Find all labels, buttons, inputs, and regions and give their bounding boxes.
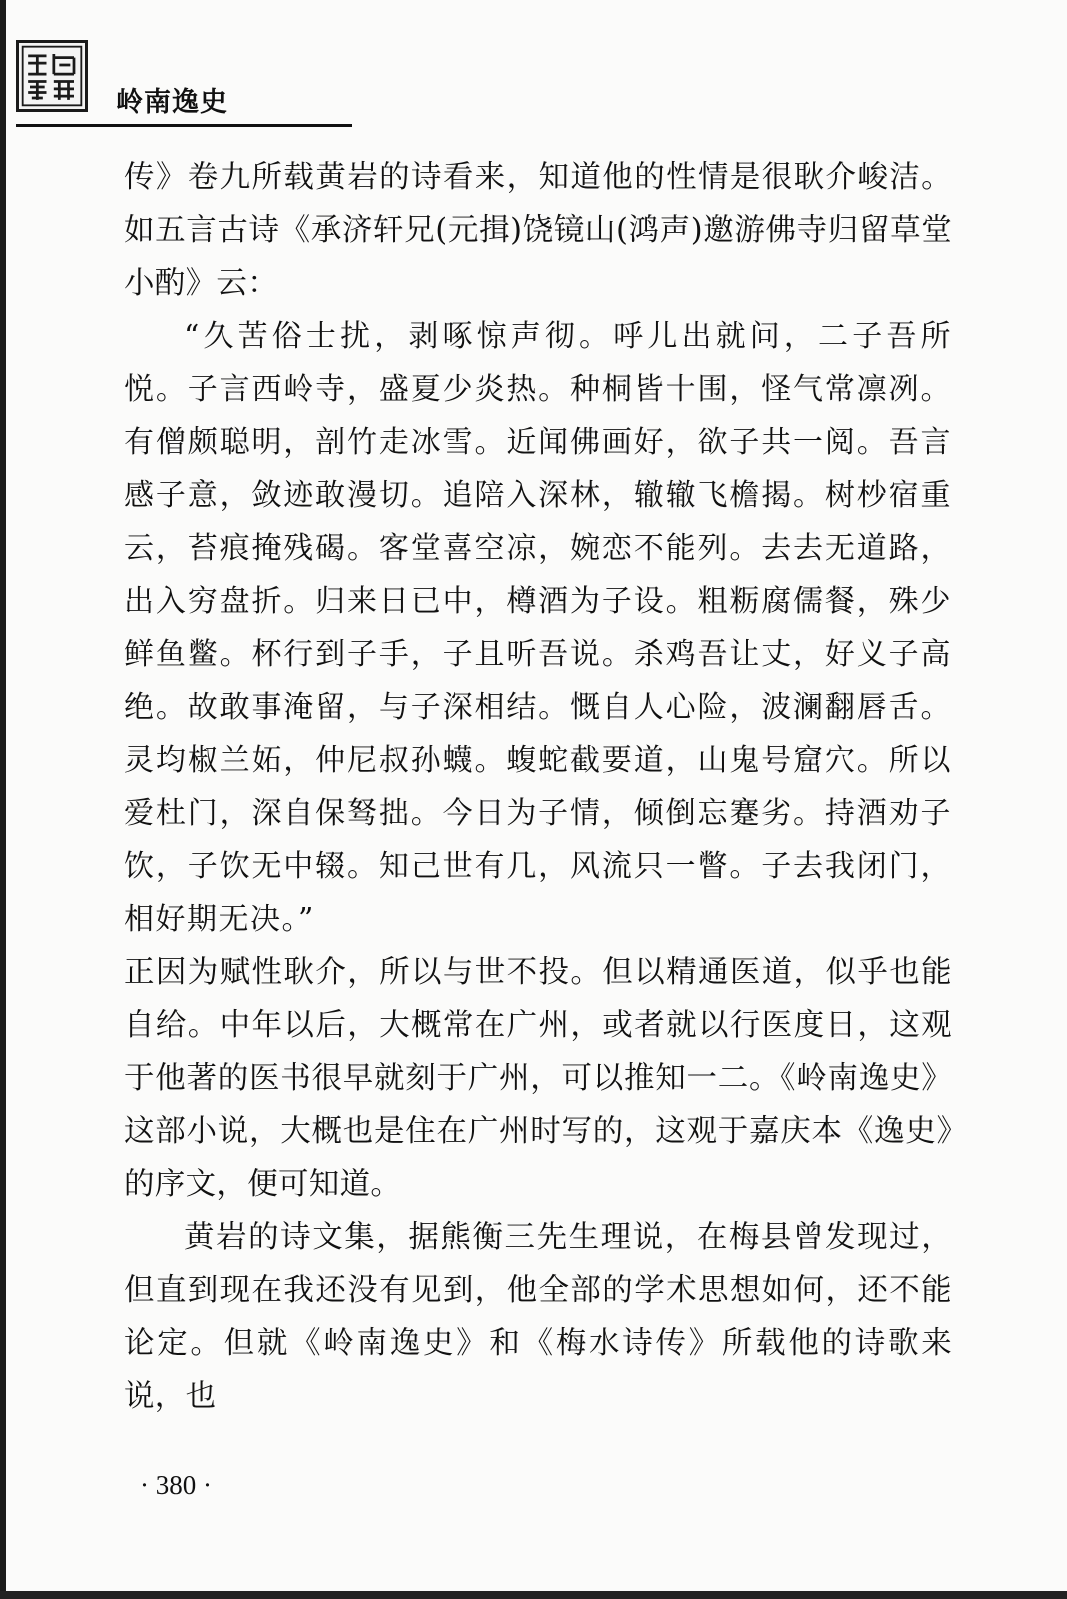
seal-icon (16, 40, 88, 112)
page-number: · 380 · (140, 1470, 212, 1500)
paragraph-4: 黄岩的诗文集，据熊衡三先生理说，在梅县曾发现过，但直到现在我还没有见到，他全部的学术思想如何，还不能论定。但就《岭南逸史》和《梅水诗传》所载他的诗歌来说，也 (124, 1220, 952, 1414)
scan-edge-bottom (0, 1591, 1067, 1599)
poem-quote: “久苦俗士扰，剥啄惊声彻。呼儿出就问，二子吾所悦。子言西岭寺，盛夏少炎热。种桐皆十围，怪气常凛冽。有僧颇聪明，剖竹走冰雪。近闻佛画好，欲子共一阅。吾言感子意，敛迹敢漫切。追陪入深林，辙辙飞檐揭。树杪宿重云，苔痕掩残碣。客堂喜空凉，婉恋不能列。去去无道路，出入穷盘折。归来日已中，樽酒为子设。粗粝腐儒餐，殊少鲜鱼鳖。杯行到子手，子且听吾说。杀鸡吾让丈，好义子高绝。故敢事淹留，与子深相结。慨自人心险，波澜翻唇舌。灵均椒兰妬，仲尼叔孙蠛。蝮蛇截要道，山鬼号窟穴。所以爱杜门，深自保驽拙。今日为子情，倾倒忘蹇劣。持酒劝子饮，子饮无中辍。知己世有几，风流只一瞥。子去我闭门，相好期无决。” (124, 319, 952, 937)
body-text (124, 151, 952, 1423)
header-rule (16, 124, 352, 127)
scan-edge-left (0, 0, 6, 1599)
seal-glyph-icon (19, 43, 85, 109)
paragraph-3: 正因为赋性耿介，所以与世不投。但以精通医道，似乎也能自给。中年以后，大概常在广州，或者就以行医度日，这观于他著的医书很早就刻于广州，可以推知一二。《岭南逸史》这部小说，大概也是住在广州时写的，这观于嘉庆本《逸史》的序文，便可知道。 (124, 955, 952, 1202)
paragraph-1: 传》卷九所载黄岩的诗看来，知道他的性情是很耿介峻洁。如五言古诗《承济轩兄(元揖)饶镜山(鸿声)邀游佛寺归留草堂小酌》云： (124, 160, 952, 301)
running-header-title: 岭南逸史 (116, 87, 228, 118)
